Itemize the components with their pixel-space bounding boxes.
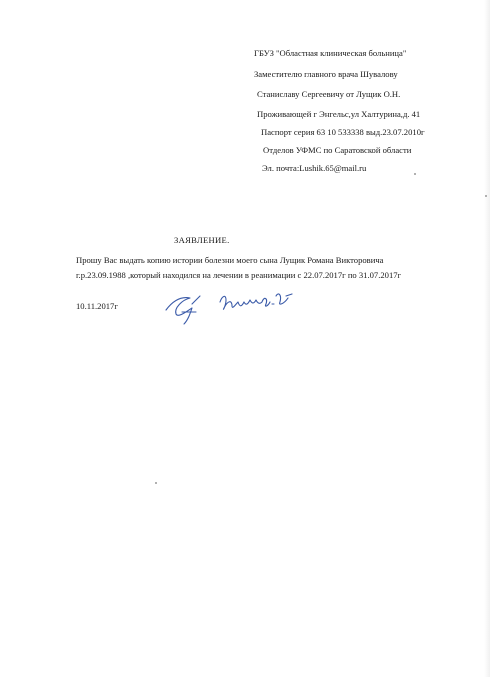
sender-address: Проживающей г Энгельс,ул Халтурина,д. 41 (257, 109, 421, 119)
scan-speck (155, 482, 157, 484)
addressee-position: Заместителю главного врача Шувалову (254, 69, 398, 79)
document-title: ЗАЯВЛЕНИЕ. (174, 235, 230, 245)
scan-edge-shadow (484, 0, 490, 677)
sender-email: Эл. почта:Lushik.65@mail.ru (262, 163, 367, 173)
addressee-name: Станиславу Сергеевичу от Лущик О.Н. (257, 89, 401, 99)
document-date: 10.11.2017г (76, 301, 118, 311)
request-line-1: Прошу Вас выдать копию истории болезни моего сына Лущик Романа Викторовича (76, 255, 384, 265)
request-line-2: г.р.23.09.1988 ,который находился на лечении в реанимации с 22.07.2017г по 31.07.2017г (76, 270, 402, 280)
scan-speck (485, 195, 487, 197)
sender-passport-issuer: Отделов УФМС по Саратовской области (263, 145, 412, 155)
handwritten-signature (160, 282, 300, 328)
scan-speck (414, 173, 416, 175)
addressee-hospital: ГБУЗ "Областная клиническая больница" (254, 48, 407, 58)
sender-passport: Паспорт серия 63 10 533338 выд.23.07.2010г (261, 127, 425, 137)
